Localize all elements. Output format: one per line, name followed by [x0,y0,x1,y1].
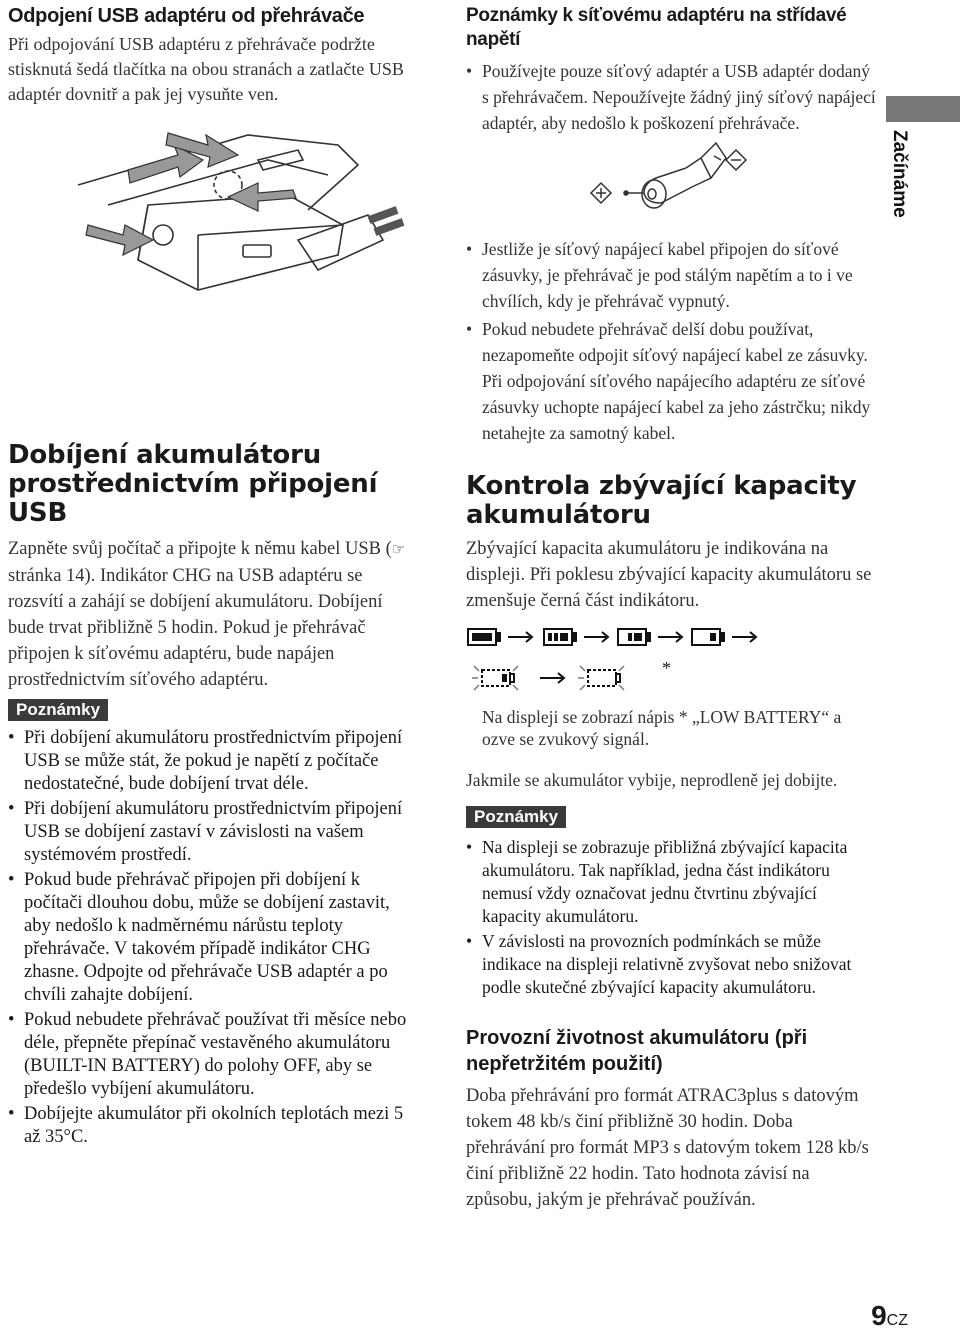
charge-heading: Dobíjení akumulátoru prostřednictvím připojení USB [8,440,378,528]
battery-sequence-low [466,658,876,698]
list-item: • V závislosti na provozních podmínkách se může indikace na displeji relativně zvyšovat nebo snižovat podle skutečné zbývající kapacity akumulátoru. [466,930,876,999]
list-item: • Pokud bude přehrávač připojen při dobíjení k počítači dlouhou dobu, může se dobíjení zastavit, aby nedošlo k nadměrnému nárůstu teploty přehrávače. V takovém případě indikátor CHG zhasne. Odpojte od přehrávače USB adaptér a po chvíli zahajte dobíjení. [8,869,420,1007]
left-column [8,0,420,1151]
ac-notes-list-1 [466,58,876,136]
recharge-text: Jakmile se akumulátor vybije, neprodleně jej dobijte. [466,769,838,790]
left-notes-list [8,727,420,1149]
battery-life-text: Doba přehrávání pro formát ATRAC3plus s datovým tokem 48 kb/s činí přibližně 30 hodin. Doba přehrávání pro formát MP3 s datovým tokem 128 kb/s činí přibližně 22 hodin. Tato hodnota závisí na způsobu, jakým je přehrávač používán. [466,1085,869,1210]
list-item: • Jestliže je síťový napájecí kabel připojen do síťové zásuvky, je přehrávač je pod stálým napětím a to i ve chvílích, kdy je přehrávač vypnutý. [466,236,876,314]
list-item: • Dobíjejte akumulátor při okolních teplotách mezi 5 až 35°C. [8,1103,420,1149]
ac-notes-list-2 [466,236,876,446]
list-item: • Používejte pouze síťový adaptér a USB adaptér dodaný s přehrávačem. Nepoužívejte žádný jiný síťový napájecí adaptér, aby nedošlo k poškození přehrávače. [466,58,876,136]
ac-heading: Poznámky k síťovému adaptéru na střídavé napětí [466,5,847,50]
list-item: • Pokud nebudete přehrávač delší dobu používat, nezapomeňte odpojit síťový napájecí kabel ze zásuvky. Při odpojování síťového napájecího adaptéru ze síťové zásuvky uchopte napájecí kabel za jeho zástrčku; nikdy netahejte za samotný kabel. [466,316,876,446]
usb-adapter-illustration [8,115,420,317]
charge-text-part1: Zapněte svůj počítač a připojte k němu kabel USB ( [8,539,392,559]
battery-level-icons [466,622,766,652]
plug-polarity-illustration [466,138,876,228]
low-battery-text: Na displeji se zobrazí nápis * „LOW BATTERY“ a ozve se zvukový signál. [482,707,842,749]
battery-life-heading: Provozní životnost akumulátoru (při nepřetržitém použití) [466,1026,808,1075]
list-item: • Při dobíjení akumulátoru prostřednictvím připojení USB se dobíjení zastaví v závislosti na vašem systémovém prostředí. [8,798,420,867]
asterisk-mark: * [662,658,671,678]
page-pointer-icon: ☞ [391,542,406,558]
notes-label: Poznámky [8,699,108,721]
list-item: • Pokud nebudete přehrávač používat tři měsíce nebo déle, přepněte přepínač vestavěného akumulátoru (BUILT-IN BATTERY) do polohy OFF, aby se předešlo vybíjení akumulátoru. [8,1009,420,1101]
notes-label: Poznámky [466,806,566,828]
list-item: • Při dobíjení akumulátoru prostřednictvím připojení USB se může stát, že pokud je napětí z počítače nedostatečné, bude dobíjení trvat déle. [8,727,420,796]
section-tab-marker [886,96,960,122]
charge-text-part2: stránka 14). Indikátor CHG na USB adaptéru se rozsvítí a zahájí se dobíjení akumulátoru. Dobíjení bude trvat přibližně 5 hodin. Pokud je přehrávač připojen k síťovému adaptéru, bude napájen prostřednictvím síťového adaptéru. [8,566,383,690]
right-column [466,0,876,1213]
capacity-text: Zbývající kapacita akumulátoru je indikována na displeji. Při poklesu zbývající kapacity akumulátoru se zmenšuje černá část indikátoru. [466,539,872,611]
page-number [871,1300,908,1332]
usb-detach-text: Při odpojování USB adaptéru z přehrávače podržte stisknutá šedá tlačítka na obou stranách a zatlačte USB adaptér dovnitř a pak jej vysuňte ven. [8,34,404,104]
battery-sequence-full [466,622,876,652]
charge-text [8,536,420,693]
capacity-heading: Kontrola zbývající kapacity akumulátoru [466,471,857,530]
page-number-suffix: CZ [886,1312,908,1329]
usb-detach-heading: Odpojení USB adaptéru od přehrávače [8,5,365,27]
right-notes-list [466,836,876,999]
low-battery-blink-icons [466,658,666,698]
page-number-value: 9 [871,1300,887,1331]
section-tab-label: Začínáme [889,130,910,218]
list-item: • Na displeji se zobrazuje přibližná zbývající kapacita akumulátoru. Tak například, jedna část indikátoru nemusí vždy označovat jednu čtvrtinu zbývající kapacity akumulátoru. [466,836,876,928]
